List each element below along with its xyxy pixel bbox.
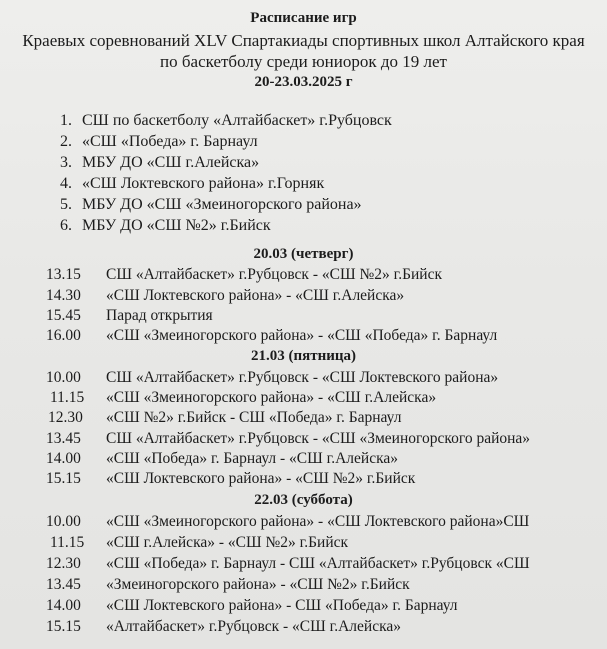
game-time: 13.45 (46, 576, 81, 593)
game-time: 11.15 (50, 389, 85, 406)
team-item: 3. МБУ ДО «СШ г.Алейска» (60, 154, 260, 171)
game-match: «СШ Локтевского района» - «СШ №2» г.Бийск (106, 470, 416, 487)
game-time: 15.15 (46, 470, 81, 487)
game-match: Парад открытия (106, 307, 213, 324)
game-time: 13.15 (46, 266, 81, 283)
team-item: 2. «СШ «Победа» г. Барнаул (60, 133, 258, 150)
game-match: «СШ «Победа» г. Барнаул - СШ «Алтайбаскет» г.Рубцовск «СШ (106, 555, 530, 572)
game-match: «Алтайбаскет» г.Рубцовск - «СШ г.Алейска» (106, 618, 402, 635)
game-match: «СШ «Змеиногорского района» - «СШ «Победа» г. Барнаул (106, 327, 498, 344)
game-match: «СШ г.Алейска» - «СШ №2» г.Бийск (106, 534, 349, 551)
game-match: СШ «Алтайбаскет» г.Рубцовск - «СШ «Змеиногорского района» (106, 430, 531, 447)
game-time: 12.30 (46, 555, 81, 572)
game-match: «СШ «Змеиногорского района» - «СШ Локтевского района»СШ (106, 513, 530, 530)
game-time: 10.00 (46, 513, 81, 530)
game-time: 14.00 (46, 450, 81, 467)
game-time: 15.15 (46, 618, 81, 635)
game-match: «СШ Локтевского района» - СШ «Победа» г. Барнаул (106, 597, 458, 614)
game-time: 12.30 (48, 409, 83, 426)
day-heading: 22.03 (суббота) (254, 492, 353, 508)
game-time: 11.15 (50, 534, 85, 551)
game-time: 16.00 (46, 327, 81, 344)
day-heading: 20.03 (четверг) (253, 246, 354, 262)
game-time: 15.45 (46, 307, 81, 324)
game-time: 14.30 (46, 287, 81, 304)
game-match: «СШ «Змеиногорского района» - «СШ г.Алейска» (106, 389, 437, 406)
day-heading: 21.03 (пятница) (250, 348, 357, 364)
competition-category: по баскетболу среди юниорок до 19 лет (160, 52, 447, 71)
document-title: Расписание игр (250, 10, 357, 26)
team-item: 5. МБУ ДО «СШ «Змеиногорского района» (60, 196, 362, 213)
competition-dates: 20-23.03.2025 г (254, 74, 353, 90)
game-match: «СШ «Победа» г. Барнаул - «СШ г.Алейска» (106, 450, 399, 467)
team-item: 1. СШ по баскетболу «Алтайбаскет» г.Рубцовск (60, 112, 392, 129)
team-item: 4. «СШ Локтевского района» г.Горняк (60, 175, 325, 192)
game-match: «Змеиногорского района» - «СШ №2» г.Бийск (106, 576, 410, 593)
game-match: СШ «Алтайбаскет» г.Рубцовск - «СШ Локтевского района» (106, 369, 499, 386)
game-match: «СШ Локтевского района» - «СШ г.Алейска» (106, 287, 405, 304)
competition-name: Краевых соревнований XLV Спартакиады спортивных школ Алтайского края (22, 31, 585, 50)
game-time: 14.00 (46, 597, 81, 614)
game-match: «СШ №2» г.Бийск - СШ «Победа» г. Барнаул (106, 409, 402, 426)
team-item: 6. МБУ ДО «СШ №2» г.Бийск (60, 217, 271, 234)
game-time: 13.45 (46, 430, 81, 447)
game-match: СШ «Алтайбаскет» г.Рубцовск - «СШ №2» г.Бийск (106, 266, 443, 283)
game-time: 10.00 (46, 369, 81, 386)
